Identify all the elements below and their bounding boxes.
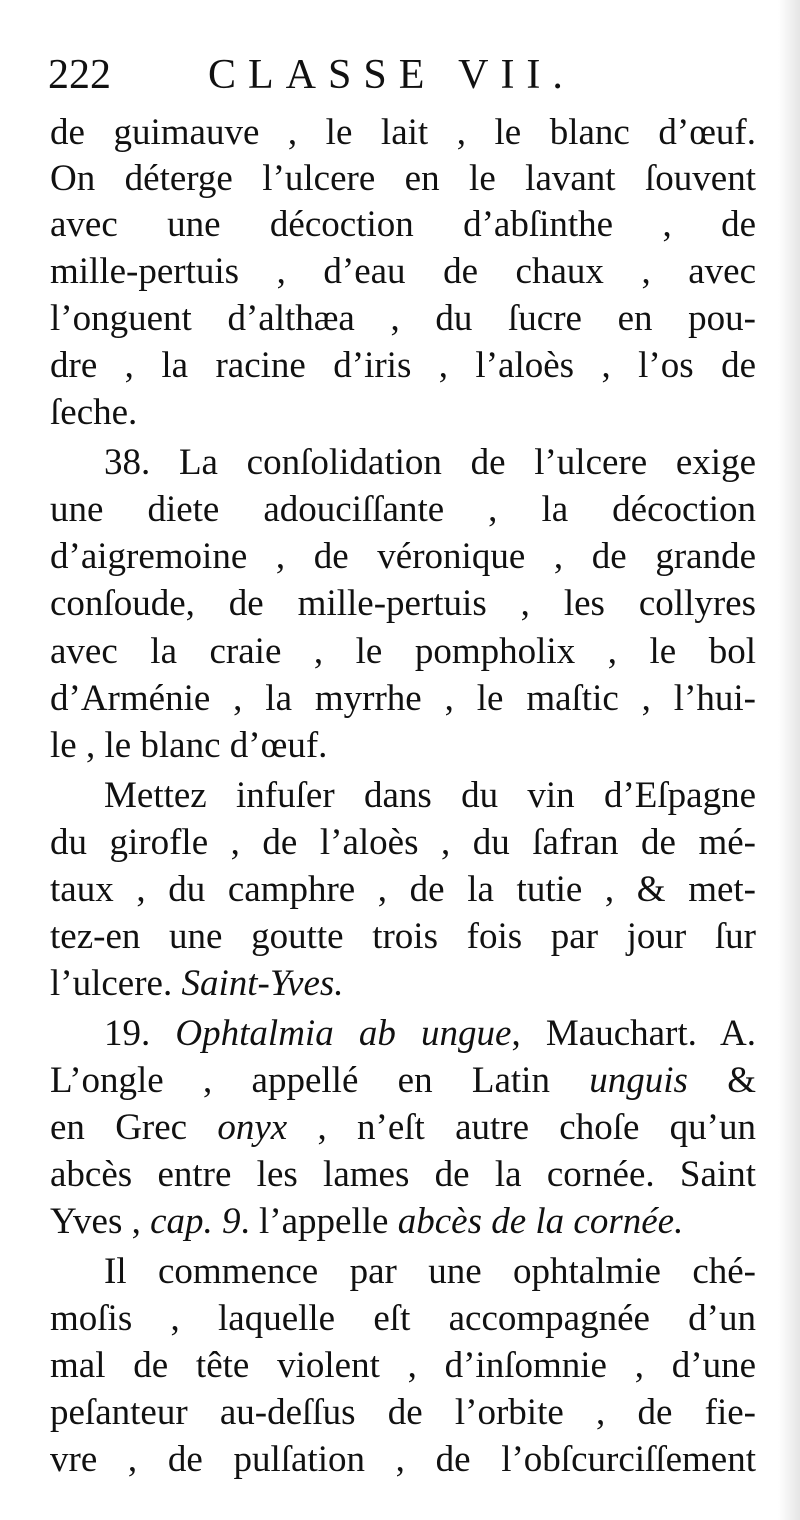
text-line: l’onguent d’althæa , du ſucre en pou-: [50, 298, 756, 339]
text-line: abcès entre les lames de la cornée. Saint: [50, 1154, 756, 1195]
page-edge-shadow: [778, 0, 800, 1520]
greek-term: onyx: [217, 1107, 288, 1148]
text-line: moſis , laquelle eſt accompagnée d’un: [50, 1298, 756, 1339]
text-line: tez-en une goutte trois fois par jour ſur: [50, 916, 756, 957]
text-line: conſoude, de mille-pertuis , les collyres: [50, 583, 756, 624]
text-line: Mettez infuſer dans du vin d’Eſpagne: [104, 775, 756, 816]
term: abcès de la cornée.: [397, 1201, 684, 1242]
text-line: de guimauve , le lait , le blanc d’œuf.: [50, 112, 756, 153]
citation: cap. 9: [150, 1201, 241, 1242]
text-line: du girofle , de l’aloès , du ſafran de mé-: [50, 822, 756, 863]
text-line: une diete adouciſſante , la décoction: [50, 489, 756, 530]
latin-term: unguis: [589, 1060, 688, 1101]
page-header: [48, 50, 768, 100]
text-line: vre , de pulſation , de l’obſcurciſſement: [50, 1439, 756, 1480]
text-line: 38. La conſolidation de l’ulcere exige: [104, 442, 756, 483]
text-line: en Grec onyx , n’eſt autre choſe qu’un: [50, 1107, 757, 1148]
text-line: Yves , cap. 9. l’appelle abcès de la cornée.: [50, 1201, 684, 1242]
text-line: avec une décoction d’abſinthe , de: [50, 204, 756, 245]
text-line: taux , du camphre , de la tutie , & met-: [50, 869, 756, 910]
text-line: peſanteur au-deſſus de l’orbite , de fie-: [50, 1392, 756, 1433]
text-line: avec la craie , le pompholix , le bol: [50, 631, 756, 672]
text-line: L’ongle , appellé en Latin unguis &: [50, 1060, 757, 1101]
text-line: d’Arménie , la myrrhe , le maſtic , l’hui-: [50, 678, 756, 719]
citation: Saint-Yves.: [181, 963, 344, 1004]
text-line: On déterge l’ulcere en le lavant ſouvent: [50, 158, 756, 199]
text-line: 19. Ophtalmia ab ungue, Mauchart. A.: [104, 1013, 757, 1054]
running-head: CLASSE VII.: [208, 52, 575, 98]
text-line: l’ulcere. Saint-Yves.: [50, 963, 344, 1004]
page-number: 222: [48, 52, 111, 98]
text-line: mal de tête violent , d’inſomnie , d’une: [50, 1345, 756, 1386]
text-line: Il commence par une ophtalmie ché-: [104, 1251, 756, 1292]
latin-term: Ophtalmia ab ungue: [175, 1013, 512, 1054]
text-line: d’aigremoine , de véronique , de grande: [50, 536, 756, 577]
text-line: le , le blanc d’œuf.: [50, 725, 328, 766]
text-line: ſeche.: [50, 392, 138, 433]
text-line: dre , la racine d’iris , l’aloès , l’os de: [50, 345, 756, 386]
text-line: mille-pertuis , d’eau de chaux , avec: [50, 251, 756, 292]
